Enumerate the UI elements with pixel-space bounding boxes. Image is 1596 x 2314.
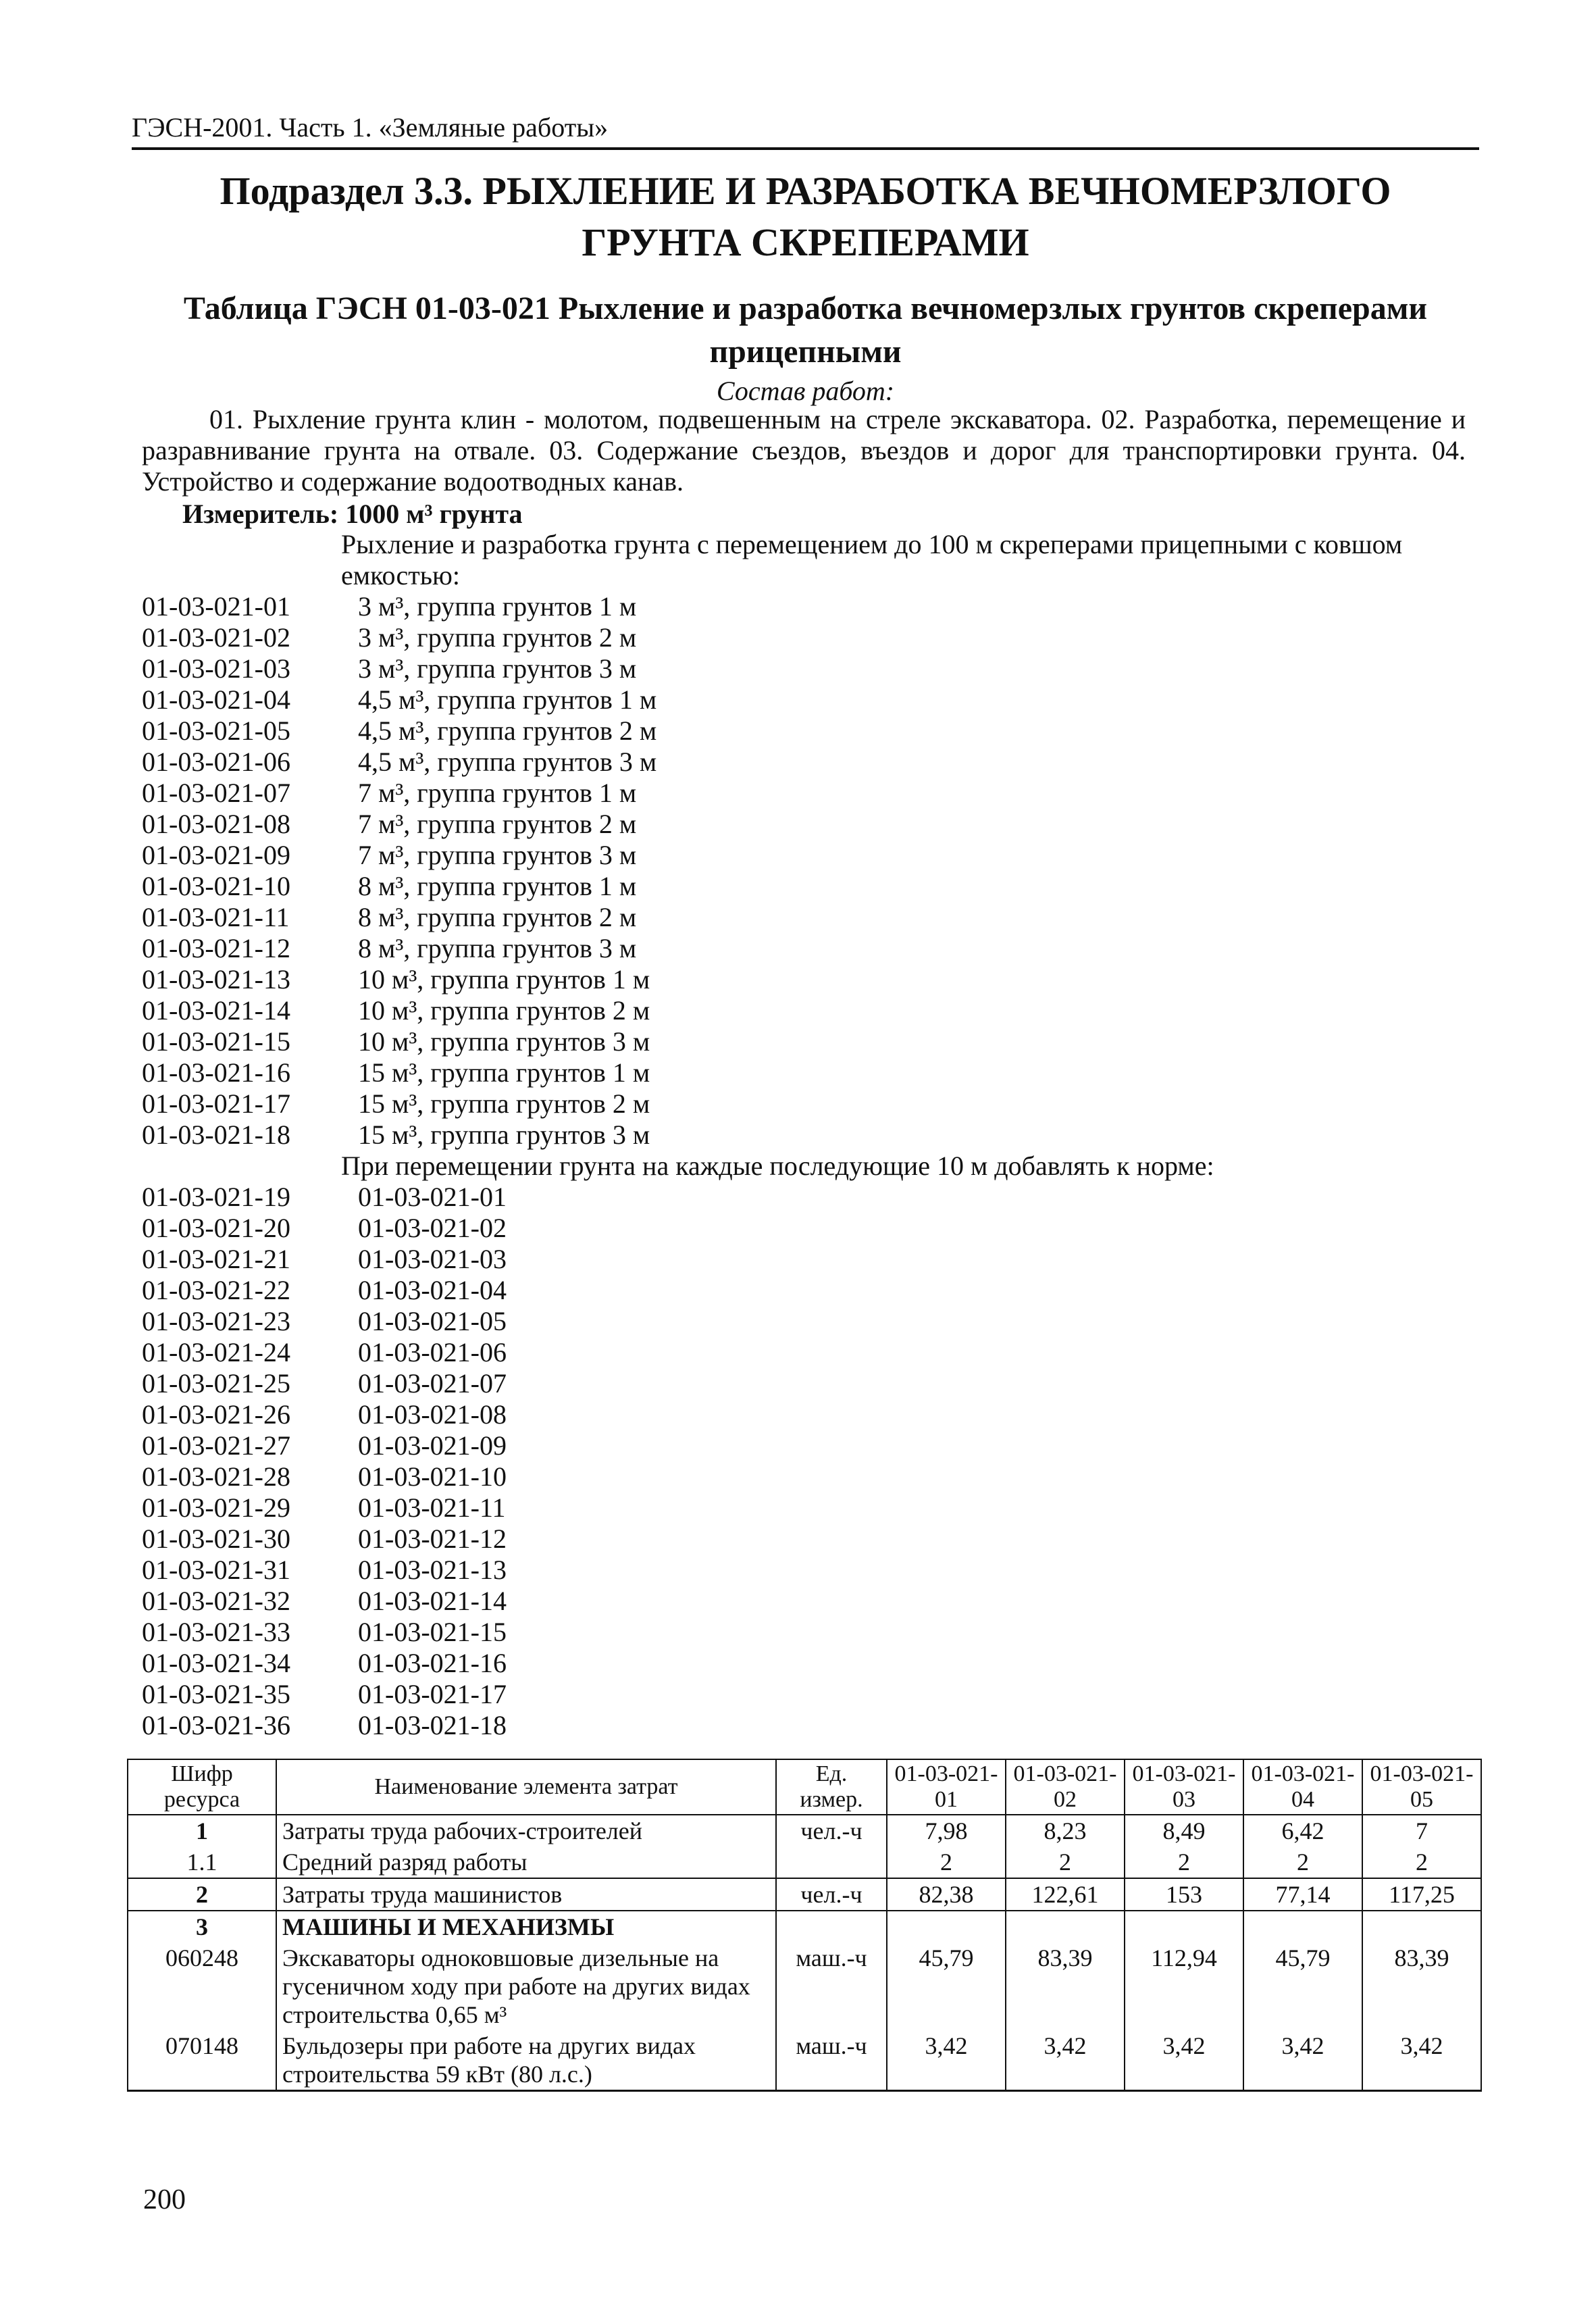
norm-code: 01-03-021-35 bbox=[142, 1679, 290, 1709]
additional-distance-note: При перемещении грунта на каждые последующие 10 м добавлять к норме: bbox=[341, 1151, 1214, 1181]
norm-ref: 01-03-021-04 bbox=[358, 1275, 507, 1305]
norm-desc: 8 м³, группа грунтов 2 м bbox=[358, 902, 637, 932]
list-item bbox=[142, 1492, 817, 1524]
norm-ref: 01-03-021-08 bbox=[358, 1399, 507, 1430]
norm-addon-list bbox=[142, 1182, 817, 1741]
list-item bbox=[142, 964, 817, 995]
norm-code: 01-03-021-11 bbox=[142, 902, 290, 932]
table-row bbox=[128, 1846, 1481, 1878]
list-item bbox=[142, 1244, 817, 1275]
row-value bbox=[1243, 1911, 1362, 1942]
norm-desc: 15 м³, группа грунтов 2 м bbox=[358, 1088, 650, 1119]
norm-ref: 01-03-021-10 bbox=[358, 1461, 507, 1492]
row-name: Экскаваторы одноковшовые дизельные на гусеничном ходу при работе на других видах строительства 0,65 м³ bbox=[276, 1942, 776, 2030]
running-header: ГЭСН-2001. Часть 1. «Земляные работы» bbox=[132, 111, 1479, 150]
row-value: 3,42 bbox=[1243, 2030, 1362, 2091]
header-col: 01-03-021-01 bbox=[887, 1759, 1006, 1815]
norm-ref: 01-03-021-17 bbox=[358, 1679, 507, 1709]
list-item bbox=[142, 1120, 817, 1151]
norm-ref: 01-03-021-13 bbox=[358, 1555, 507, 1585]
list-item bbox=[142, 1430, 817, 1461]
section-title bbox=[132, 166, 1479, 268]
norm-code: 01-03-021-34 bbox=[142, 1648, 290, 1678]
row-value: 45,79 bbox=[887, 1942, 1006, 2030]
norm-desc: 15 м³, группа грунтов 3 м bbox=[358, 1120, 650, 1150]
norm-ref: 01-03-021-12 bbox=[358, 1524, 507, 1554]
table-row bbox=[128, 2030, 1481, 2091]
row-value: 2 bbox=[887, 1846, 1006, 1878]
norm-desc: 3 м³, группа грунтов 1 м bbox=[358, 591, 637, 622]
norm-code: 01-03-021-33 bbox=[142, 1617, 290, 1647]
list-item bbox=[142, 747, 817, 778]
norm-code: 01-03-021-23 bbox=[142, 1306, 290, 1336]
row-unit: маш.-ч bbox=[776, 1942, 887, 2030]
header-col: 01-03-021-02 bbox=[1006, 1759, 1125, 1815]
row-unit: маш.-ч bbox=[776, 2030, 887, 2091]
row-value: 82,38 bbox=[887, 1878, 1006, 1911]
norm-code: 01-03-021-18 bbox=[142, 1120, 290, 1150]
row-value bbox=[887, 1911, 1006, 1942]
norm-desc: 15 м³, группа грунтов 1 м bbox=[358, 1057, 650, 1088]
row-code: 070148 bbox=[128, 2030, 276, 2091]
row-value: 2 bbox=[1243, 1846, 1362, 1878]
norm-code: 01-03-021-22 bbox=[142, 1275, 290, 1305]
list-item bbox=[142, 809, 817, 840]
norm-desc: 10 м³, группа грунтов 3 м bbox=[358, 1026, 650, 1057]
row-value bbox=[1006, 1911, 1125, 1942]
list-item bbox=[142, 933, 817, 964]
list-item bbox=[142, 684, 817, 715]
list-item bbox=[142, 1275, 817, 1306]
list-item bbox=[142, 1617, 817, 1648]
table-row bbox=[128, 1942, 1481, 2030]
norm-code: 01-03-021-02 bbox=[142, 622, 290, 653]
list-item bbox=[142, 1679, 817, 1710]
norm-ref: 01-03-021-18 bbox=[358, 1710, 507, 1740]
norm-desc: 7 м³, группа грунтов 3 м bbox=[358, 840, 637, 870]
row-code: 1 bbox=[128, 1815, 276, 1846]
norm-ref: 01-03-021-16 bbox=[358, 1648, 507, 1678]
norm-desc: 8 м³, группа грунтов 3 м bbox=[358, 933, 637, 963]
list-item bbox=[142, 1088, 817, 1120]
header-name: Наименование элемента затрат bbox=[276, 1759, 776, 1815]
norm-code: 01-03-021-06 bbox=[142, 747, 290, 777]
page-number: 200 bbox=[143, 2184, 186, 2215]
table-row bbox=[128, 1911, 1481, 1942]
unit-of-measure: Измеритель: 1000 м³ грунта bbox=[182, 499, 523, 529]
list-item bbox=[142, 1337, 817, 1368]
table-row bbox=[128, 1815, 1481, 1846]
norm-ref: 01-03-021-03 bbox=[358, 1244, 507, 1274]
list-item bbox=[142, 1368, 817, 1399]
row-unit bbox=[776, 1911, 887, 1942]
norm-code: 01-03-021-16 bbox=[142, 1057, 290, 1088]
norm-code: 01-03-021-24 bbox=[142, 1337, 290, 1367]
norm-code: 01-03-021-01 bbox=[142, 591, 290, 622]
row-code: 3 bbox=[128, 1911, 276, 1942]
row-value: 112,94 bbox=[1125, 1942, 1243, 2030]
row-value: 83,39 bbox=[1006, 1942, 1125, 2030]
row-value: 83,39 bbox=[1362, 1942, 1481, 2030]
row-value bbox=[1362, 1911, 1481, 1942]
list-item bbox=[142, 715, 817, 747]
norm-ref: 01-03-021-05 bbox=[358, 1306, 507, 1336]
list-item bbox=[142, 1057, 817, 1088]
norm-code: 01-03-021-27 bbox=[142, 1430, 290, 1461]
header-col: 01-03-021-03 bbox=[1125, 1759, 1243, 1815]
list-item bbox=[142, 1710, 817, 1741]
list-item bbox=[142, 1026, 817, 1057]
norm-ref: 01-03-021-15 bbox=[358, 1617, 507, 1647]
norm-code: 01-03-021-15 bbox=[142, 1026, 290, 1057]
row-value: 6,42 bbox=[1243, 1815, 1362, 1846]
table-title-line1: Таблица ГЭСН 01-03-021 Рыхление и разработка вечномерзлых грунтов скреперами bbox=[183, 291, 1428, 326]
row-code: 1.1 bbox=[128, 1846, 276, 1878]
norm-code: 01-03-021-09 bbox=[142, 840, 290, 870]
row-value: 7 bbox=[1362, 1815, 1481, 1846]
row-value: 2 bbox=[1125, 1846, 1243, 1878]
norm-code: 01-03-021-25 bbox=[142, 1368, 290, 1399]
row-value: 2 bbox=[1006, 1846, 1125, 1878]
header-col: 01-03-021-04 bbox=[1243, 1759, 1362, 1815]
norm-desc: 4,5 м³, группа грунтов 2 м bbox=[358, 715, 657, 746]
norm-desc: 7 м³, группа грунтов 1 м bbox=[358, 778, 637, 808]
row-value: 117,25 bbox=[1362, 1878, 1481, 1911]
norm-list bbox=[142, 591, 817, 1151]
table-row bbox=[128, 1878, 1481, 1911]
row-name: Средний разряд работы bbox=[276, 1846, 776, 1878]
row-unit: чел.-ч bbox=[776, 1815, 887, 1846]
norm-code: 01-03-021-28 bbox=[142, 1461, 290, 1492]
list-item bbox=[142, 1213, 817, 1244]
norm-ref: 01-03-021-14 bbox=[358, 1586, 507, 1616]
list-item bbox=[142, 1461, 817, 1492]
row-value: 77,14 bbox=[1243, 1878, 1362, 1911]
norm-code: 01-03-021-14 bbox=[142, 995, 290, 1026]
norm-ref: 01-03-021-07 bbox=[358, 1368, 507, 1399]
list-item bbox=[142, 622, 817, 653]
norm-code: 01-03-021-21 bbox=[142, 1244, 290, 1274]
row-value bbox=[1125, 1911, 1243, 1942]
row-value: 3,42 bbox=[1362, 2030, 1481, 2091]
norm-code: 01-03-021-07 bbox=[142, 778, 290, 808]
norm-ref: 01-03-021-02 bbox=[358, 1213, 507, 1243]
work-composition-text: 01. Рыхление грунта клин - молотом, подвешенным на стреле экскаватора. 02. Разработка, перемещение и разравнивание грунта на отвале. 03. Содержание съездов, въездов и дорог для транспортировки грунта. 04. Устройство и содержание водоотводных канав. bbox=[142, 404, 1466, 497]
norm-desc: 3 м³, группа грунтов 3 м bbox=[358, 653, 637, 684]
list-item bbox=[142, 995, 817, 1026]
list-item bbox=[142, 1306, 817, 1337]
row-value: 7,98 bbox=[887, 1815, 1006, 1846]
work-composition-heading: Состав работ: bbox=[716, 376, 895, 406]
list-item bbox=[142, 1555, 817, 1586]
list-item bbox=[142, 1182, 817, 1213]
resource-table bbox=[127, 1759, 1482, 2092]
header-cipher: Шифр ресурса bbox=[128, 1759, 276, 1815]
norm-code: 01-03-021-13 bbox=[142, 964, 290, 995]
list-item bbox=[142, 1586, 817, 1617]
norm-code: 01-03-021-03 bbox=[142, 653, 290, 684]
norm-code: 01-03-021-20 bbox=[142, 1213, 290, 1243]
row-unit bbox=[776, 1846, 887, 1878]
row-code: 2 bbox=[128, 1878, 276, 1911]
norm-code: 01-03-021-04 bbox=[142, 684, 290, 715]
table-header-row bbox=[128, 1759, 1481, 1815]
row-value: 122,61 bbox=[1006, 1878, 1125, 1911]
header-col: 01-03-021-05 bbox=[1362, 1759, 1481, 1815]
list-item bbox=[142, 591, 817, 622]
norm-code: 01-03-021-19 bbox=[142, 1182, 290, 1212]
norm-code: 01-03-021-17 bbox=[142, 1088, 290, 1119]
norm-desc: 3 м³, группа грунтов 2 м bbox=[358, 622, 637, 653]
norm-code: 01-03-021-36 bbox=[142, 1710, 290, 1740]
norm-desc: 7 м³, группа грунтов 2 м bbox=[358, 809, 637, 839]
list-item bbox=[142, 778, 817, 809]
norm-code: 01-03-021-29 bbox=[142, 1492, 290, 1523]
row-value: 3,42 bbox=[1125, 2030, 1243, 2091]
row-name: Затраты труда машинистов bbox=[276, 1878, 776, 1911]
list-item bbox=[142, 840, 817, 871]
row-value: 2 bbox=[1362, 1846, 1481, 1878]
row-value: 8,49 bbox=[1125, 1815, 1243, 1846]
row-unit: чел.-ч bbox=[776, 1878, 887, 1911]
row-value: 8,23 bbox=[1006, 1815, 1125, 1846]
norm-code: 01-03-021-26 bbox=[142, 1399, 290, 1430]
list-item bbox=[142, 653, 817, 684]
list-item bbox=[142, 902, 817, 933]
row-value: 3,42 bbox=[1006, 2030, 1125, 2091]
norm-desc: 4,5 м³, группа грунтов 3 м bbox=[358, 747, 657, 777]
list-item bbox=[142, 1648, 817, 1679]
row-name: Затраты труда рабочих-строителей bbox=[276, 1815, 776, 1846]
norm-desc: 4,5 м³, группа грунтов 1 м bbox=[358, 684, 657, 715]
norm-desc: 10 м³, группа грунтов 2 м bbox=[358, 995, 650, 1026]
row-value: 3,42 bbox=[887, 2030, 1006, 2091]
norm-ref: 01-03-021-09 bbox=[358, 1430, 507, 1461]
norm-ref: 01-03-021-01 bbox=[358, 1182, 507, 1212]
row-name: Бульдозеры при работе на других видах строительства 59 кВт (80 л.с.) bbox=[276, 2030, 776, 2091]
list-item bbox=[142, 1524, 817, 1555]
row-value: 153 bbox=[1125, 1878, 1243, 1911]
norm-code: 01-03-021-30 bbox=[142, 1524, 290, 1554]
group-description: Рыхление и разработка грунта с перемещением до 100 м скреперами прицепными с ковшом емкостью: bbox=[341, 529, 1403, 590]
norm-code: 01-03-021-10 bbox=[142, 871, 290, 901]
norm-code: 01-03-021-32 bbox=[142, 1586, 290, 1616]
list-item bbox=[142, 871, 817, 902]
norm-code: 01-03-021-05 bbox=[142, 715, 290, 746]
section-title-line1: Подраздел 3.3. РЫХЛЕНИЕ И РАЗРАБОТКА ВЕЧНОМЕРЗЛОГО bbox=[220, 169, 1391, 213]
norm-code: 01-03-021-08 bbox=[142, 809, 290, 839]
row-value: 45,79 bbox=[1243, 1942, 1362, 2030]
row-name: МАШИНЫ И МЕХАНИЗМЫ bbox=[276, 1911, 776, 1942]
norm-code: 01-03-021-12 bbox=[142, 933, 290, 963]
table-title bbox=[132, 287, 1479, 374]
norm-code: 01-03-021-31 bbox=[142, 1555, 290, 1585]
row-code: 060248 bbox=[128, 1942, 276, 2030]
table-title-line2: прицепными bbox=[709, 334, 902, 370]
list-item bbox=[142, 1399, 817, 1430]
norm-ref: 01-03-021-11 bbox=[358, 1492, 506, 1523]
header-unit: Ед. измер. bbox=[776, 1759, 887, 1815]
section-title-line2: ГРУНТА СКРЕПЕРАМИ bbox=[582, 220, 1029, 264]
norm-desc: 8 м³, группа грунтов 1 м bbox=[358, 871, 637, 901]
norm-desc: 10 м³, группа грунтов 1 м bbox=[358, 964, 650, 995]
norm-ref: 01-03-021-06 bbox=[358, 1337, 507, 1367]
